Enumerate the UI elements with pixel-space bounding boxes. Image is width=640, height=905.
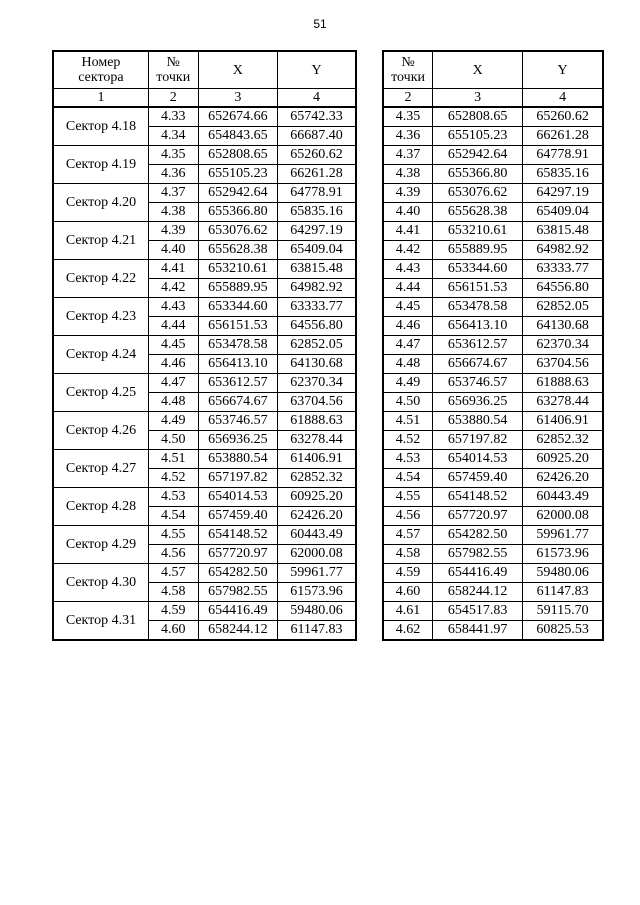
point-number: 4.39	[383, 184, 433, 203]
y-coordinate: 60925.20	[523, 450, 603, 469]
x-coordinate: 654014.53	[198, 488, 278, 507]
x-coordinate: 653076.62	[433, 184, 523, 203]
y-coordinate: 65409.04	[278, 241, 356, 260]
sector-name: Сектор 4.28	[53, 488, 148, 526]
y-coordinate: 64778.91	[278, 184, 356, 203]
sector-name: Сектор 4.18	[53, 107, 148, 146]
x-coordinate: 655628.38	[198, 241, 278, 260]
y-coordinate: 63278.44	[278, 431, 356, 450]
y-coordinate: 66687.40	[278, 127, 356, 146]
x-coordinate: 652808.65	[198, 146, 278, 165]
point-number: 4.48	[383, 355, 433, 374]
table-row	[53, 412, 356, 431]
x-coordinate: 657459.40	[198, 507, 278, 526]
point-number: 4.42	[383, 241, 433, 260]
point-number: 4.55	[148, 526, 198, 545]
table-row	[383, 336, 603, 355]
table-row	[383, 203, 603, 222]
table-row	[53, 184, 356, 203]
y-coordinate: 62426.20	[523, 469, 603, 488]
y-coordinate: 66261.28	[278, 165, 356, 184]
table-row	[53, 298, 356, 317]
x-coordinate: 658244.12	[198, 621, 278, 641]
y-coordinate: 62852.05	[523, 298, 603, 317]
y-coordinate: 59961.77	[523, 526, 603, 545]
y-coordinate: 60443.49	[278, 526, 356, 545]
sector-coordinates-table	[52, 50, 357, 641]
point-number: 4.49	[383, 374, 433, 393]
y-coordinate: 63704.56	[523, 355, 603, 374]
x-coordinate: 658441.97	[433, 621, 523, 641]
y-coordinate: 65260.62	[523, 107, 603, 127]
point-number: 4.57	[148, 564, 198, 583]
point-number: 4.39	[148, 222, 198, 241]
point-number: 4.47	[148, 374, 198, 393]
y-coordinate: 65409.04	[523, 203, 603, 222]
point-number: 4.49	[148, 412, 198, 431]
column-number: 4	[278, 89, 356, 108]
table-row	[383, 374, 603, 393]
table-row	[53, 450, 356, 469]
table-row	[383, 279, 603, 298]
table-row	[383, 222, 603, 241]
x-coordinate: 653076.62	[198, 222, 278, 241]
point-number: 4.40	[148, 241, 198, 260]
point-number: 4.43	[148, 298, 198, 317]
x-coordinate: 655105.23	[198, 165, 278, 184]
y-coordinate: 62000.08	[278, 545, 356, 564]
y-coordinate: 60443.49	[523, 488, 603, 507]
y-coordinate: 64982.92	[278, 279, 356, 298]
x-coordinate: 653478.58	[198, 336, 278, 355]
table-row	[383, 260, 603, 279]
x-coordinate: 653478.58	[433, 298, 523, 317]
x-coordinate: 652942.64	[433, 146, 523, 165]
point-number: 4.55	[383, 488, 433, 507]
table-row	[383, 564, 603, 583]
header-y: Y	[278, 51, 356, 89]
header-x: X	[198, 51, 278, 89]
y-coordinate: 61888.63	[523, 374, 603, 393]
table-row	[383, 393, 603, 412]
table-row	[383, 298, 603, 317]
column-number: 3	[198, 89, 278, 108]
point-number: 4.46	[148, 355, 198, 374]
table-row	[383, 431, 603, 450]
point-number: 4.45	[148, 336, 198, 355]
x-coordinate: 655366.80	[198, 203, 278, 222]
x-coordinate: 657720.97	[198, 545, 278, 564]
table-row	[53, 602, 356, 621]
point-number: 4.41	[148, 260, 198, 279]
x-coordinate: 654014.53	[433, 450, 523, 469]
y-coordinate: 63815.48	[278, 260, 356, 279]
sector-name: Сектор 4.29	[53, 526, 148, 564]
table-row	[53, 526, 356, 545]
x-coordinate: 657197.82	[433, 431, 523, 450]
x-coordinate: 655889.95	[433, 241, 523, 260]
table-row	[383, 621, 603, 641]
y-coordinate: 61888.63	[278, 412, 356, 431]
x-coordinate: 653210.61	[433, 222, 523, 241]
x-coordinate: 654517.83	[433, 602, 523, 621]
column-number: 2	[383, 89, 433, 108]
sector-name: Сектор 4.19	[53, 146, 148, 184]
point-number: 4.44	[148, 317, 198, 336]
y-coordinate: 64297.19	[523, 184, 603, 203]
x-coordinate: 653746.57	[198, 412, 278, 431]
table-row	[383, 469, 603, 488]
point-number: 4.54	[383, 469, 433, 488]
point-number: 4.56	[383, 507, 433, 526]
x-coordinate: 656936.25	[433, 393, 523, 412]
x-coordinate: 654282.50	[433, 526, 523, 545]
point-number: 4.37	[383, 146, 433, 165]
x-coordinate: 656936.25	[198, 431, 278, 450]
y-coordinate: 62426.20	[278, 507, 356, 526]
left-table-body	[53, 107, 356, 640]
x-coordinate: 653612.57	[433, 336, 523, 355]
y-coordinate: 65260.62	[278, 146, 356, 165]
x-coordinate: 653612.57	[198, 374, 278, 393]
point-number: 4.44	[383, 279, 433, 298]
sector-name: Сектор 4.24	[53, 336, 148, 374]
x-coordinate: 657982.55	[198, 583, 278, 602]
y-coordinate: 59961.77	[278, 564, 356, 583]
x-coordinate: 653746.57	[433, 374, 523, 393]
table-row	[53, 564, 356, 583]
table-row	[383, 317, 603, 336]
x-coordinate: 654416.49	[198, 602, 278, 621]
y-coordinate: 65835.16	[523, 165, 603, 184]
point-number: 4.57	[383, 526, 433, 545]
point-number: 4.60	[148, 621, 198, 641]
point-number: 4.35	[383, 107, 433, 127]
y-coordinate: 59480.06	[523, 564, 603, 583]
x-coordinate: 655105.23	[433, 127, 523, 146]
x-coordinate: 658244.12	[433, 583, 523, 602]
x-coordinate: 655366.80	[433, 165, 523, 184]
table-row	[383, 583, 603, 602]
y-coordinate: 64297.19	[278, 222, 356, 241]
point-number: 4.50	[148, 431, 198, 450]
y-coordinate: 62852.32	[523, 431, 603, 450]
x-coordinate: 654416.49	[433, 564, 523, 583]
y-coordinate: 62852.05	[278, 336, 356, 355]
y-coordinate: 60825.53	[523, 621, 603, 641]
x-coordinate: 656413.10	[198, 355, 278, 374]
x-coordinate: 656674.67	[433, 355, 523, 374]
y-coordinate: 61406.91	[523, 412, 603, 431]
y-coordinate: 61573.96	[523, 545, 603, 564]
header-x: X	[433, 51, 523, 89]
table-row	[383, 602, 603, 621]
x-coordinate: 657197.82	[198, 469, 278, 488]
x-coordinate: 657720.97	[433, 507, 523, 526]
point-number: 4.48	[148, 393, 198, 412]
x-coordinate: 657982.55	[433, 545, 523, 564]
x-coordinate: 652674.66	[198, 107, 278, 127]
point-number: 4.37	[148, 184, 198, 203]
y-coordinate: 62852.32	[278, 469, 356, 488]
table-row	[383, 165, 603, 184]
header-point: № точки	[148, 51, 198, 89]
table-row	[383, 241, 603, 260]
x-coordinate: 655889.95	[198, 279, 278, 298]
y-coordinate: 62000.08	[523, 507, 603, 526]
y-coordinate: 64130.68	[523, 317, 603, 336]
header-sector: Номер сектора	[53, 51, 148, 89]
x-coordinate: 656151.53	[198, 317, 278, 336]
point-number: 4.46	[383, 317, 433, 336]
point-number: 4.60	[383, 583, 433, 602]
point-number: 4.51	[383, 412, 433, 431]
x-coordinate: 656413.10	[433, 317, 523, 336]
point-number: 4.41	[383, 222, 433, 241]
point-number: 4.43	[383, 260, 433, 279]
table-row	[383, 127, 603, 146]
y-coordinate: 64982.92	[523, 241, 603, 260]
point-number: 4.52	[383, 431, 433, 450]
y-coordinate: 65835.16	[278, 203, 356, 222]
point-number: 4.50	[383, 393, 433, 412]
point-number: 4.58	[148, 583, 198, 602]
sector-name: Сектор 4.23	[53, 298, 148, 336]
x-coordinate: 655628.38	[433, 203, 523, 222]
table-row	[53, 146, 356, 165]
table-row	[383, 355, 603, 374]
point-number: 4.54	[148, 507, 198, 526]
sector-name: Сектор 4.25	[53, 374, 148, 412]
point-number: 4.34	[148, 127, 198, 146]
point-number: 4.56	[148, 545, 198, 564]
point-number: 4.59	[383, 564, 433, 583]
point-number: 4.33	[148, 107, 198, 127]
y-coordinate: 59480.06	[278, 602, 356, 621]
y-coordinate: 61573.96	[278, 583, 356, 602]
y-coordinate: 61406.91	[278, 450, 356, 469]
sector-name: Сектор 4.21	[53, 222, 148, 260]
x-coordinate: 656674.67	[198, 393, 278, 412]
column-number: 3	[433, 89, 523, 108]
y-coordinate: 63704.56	[278, 393, 356, 412]
column-number: 2	[148, 89, 198, 108]
y-coordinate: 64556.80	[278, 317, 356, 336]
points-coordinates-table	[382, 50, 604, 641]
table-row	[383, 107, 603, 127]
sector-name: Сектор 4.26	[53, 412, 148, 450]
x-coordinate: 657459.40	[433, 469, 523, 488]
y-coordinate: 63278.44	[523, 393, 603, 412]
point-number: 4.52	[148, 469, 198, 488]
point-number: 4.42	[148, 279, 198, 298]
y-coordinate: 63815.48	[523, 222, 603, 241]
x-coordinate: 654148.52	[433, 488, 523, 507]
table-row	[383, 450, 603, 469]
header-point: № точки	[383, 51, 433, 89]
point-number: 4.45	[383, 298, 433, 317]
table-row	[383, 507, 603, 526]
y-coordinate: 61147.83	[278, 621, 356, 641]
y-coordinate: 61147.83	[523, 583, 603, 602]
x-coordinate: 653210.61	[198, 260, 278, 279]
x-coordinate: 653880.54	[198, 450, 278, 469]
sector-name: Сектор 4.27	[53, 450, 148, 488]
x-coordinate: 656151.53	[433, 279, 523, 298]
y-coordinate: 62370.34	[278, 374, 356, 393]
point-number: 4.53	[383, 450, 433, 469]
point-number: 4.53	[148, 488, 198, 507]
y-coordinate: 60925.20	[278, 488, 356, 507]
sector-name: Сектор 4.30	[53, 564, 148, 602]
x-coordinate: 652942.64	[198, 184, 278, 203]
point-number: 4.59	[148, 602, 198, 621]
y-coordinate: 64778.91	[523, 146, 603, 165]
point-number: 4.40	[383, 203, 433, 222]
x-coordinate: 654843.65	[198, 127, 278, 146]
sector-name: Сектор 4.31	[53, 602, 148, 641]
table-row	[53, 260, 356, 279]
x-coordinate: 653880.54	[433, 412, 523, 431]
x-coordinate: 652808.65	[433, 107, 523, 127]
point-number: 4.47	[383, 336, 433, 355]
point-number: 4.61	[383, 602, 433, 621]
table-row	[383, 526, 603, 545]
point-number: 4.35	[148, 146, 198, 165]
point-number: 4.38	[148, 203, 198, 222]
y-coordinate: 64556.80	[523, 279, 603, 298]
point-number: 4.62	[383, 621, 433, 641]
column-number: 1	[53, 89, 148, 108]
y-coordinate: 63333.77	[278, 298, 356, 317]
point-number: 4.51	[148, 450, 198, 469]
header-y: Y	[523, 51, 603, 89]
table-row	[53, 336, 356, 355]
point-number: 4.58	[383, 545, 433, 564]
y-coordinate: 64130.68	[278, 355, 356, 374]
page-number: 51	[313, 17, 327, 31]
sector-name: Сектор 4.20	[53, 184, 148, 222]
y-coordinate: 59115.70	[523, 602, 603, 621]
point-number: 4.38	[383, 165, 433, 184]
x-coordinate: 654148.52	[198, 526, 278, 545]
table-row	[53, 374, 356, 393]
y-coordinate: 63333.77	[523, 260, 603, 279]
x-coordinate: 653344.60	[198, 298, 278, 317]
right-table-body	[383, 107, 603, 640]
point-number: 4.36	[383, 127, 433, 146]
table-row	[383, 412, 603, 431]
table-row	[53, 488, 356, 507]
x-coordinate: 654282.50	[198, 564, 278, 583]
table-row	[53, 222, 356, 241]
point-number: 4.36	[148, 165, 198, 184]
sector-name: Сектор 4.22	[53, 260, 148, 298]
table-row	[383, 488, 603, 507]
x-coordinate: 653344.60	[433, 260, 523, 279]
table-row	[53, 107, 356, 127]
y-coordinate: 65742.33	[278, 107, 356, 127]
table-row	[383, 146, 603, 165]
table-row	[383, 184, 603, 203]
y-coordinate: 66261.28	[523, 127, 603, 146]
table-row	[383, 545, 603, 564]
y-coordinate: 62370.34	[523, 336, 603, 355]
column-number: 4	[523, 89, 603, 108]
